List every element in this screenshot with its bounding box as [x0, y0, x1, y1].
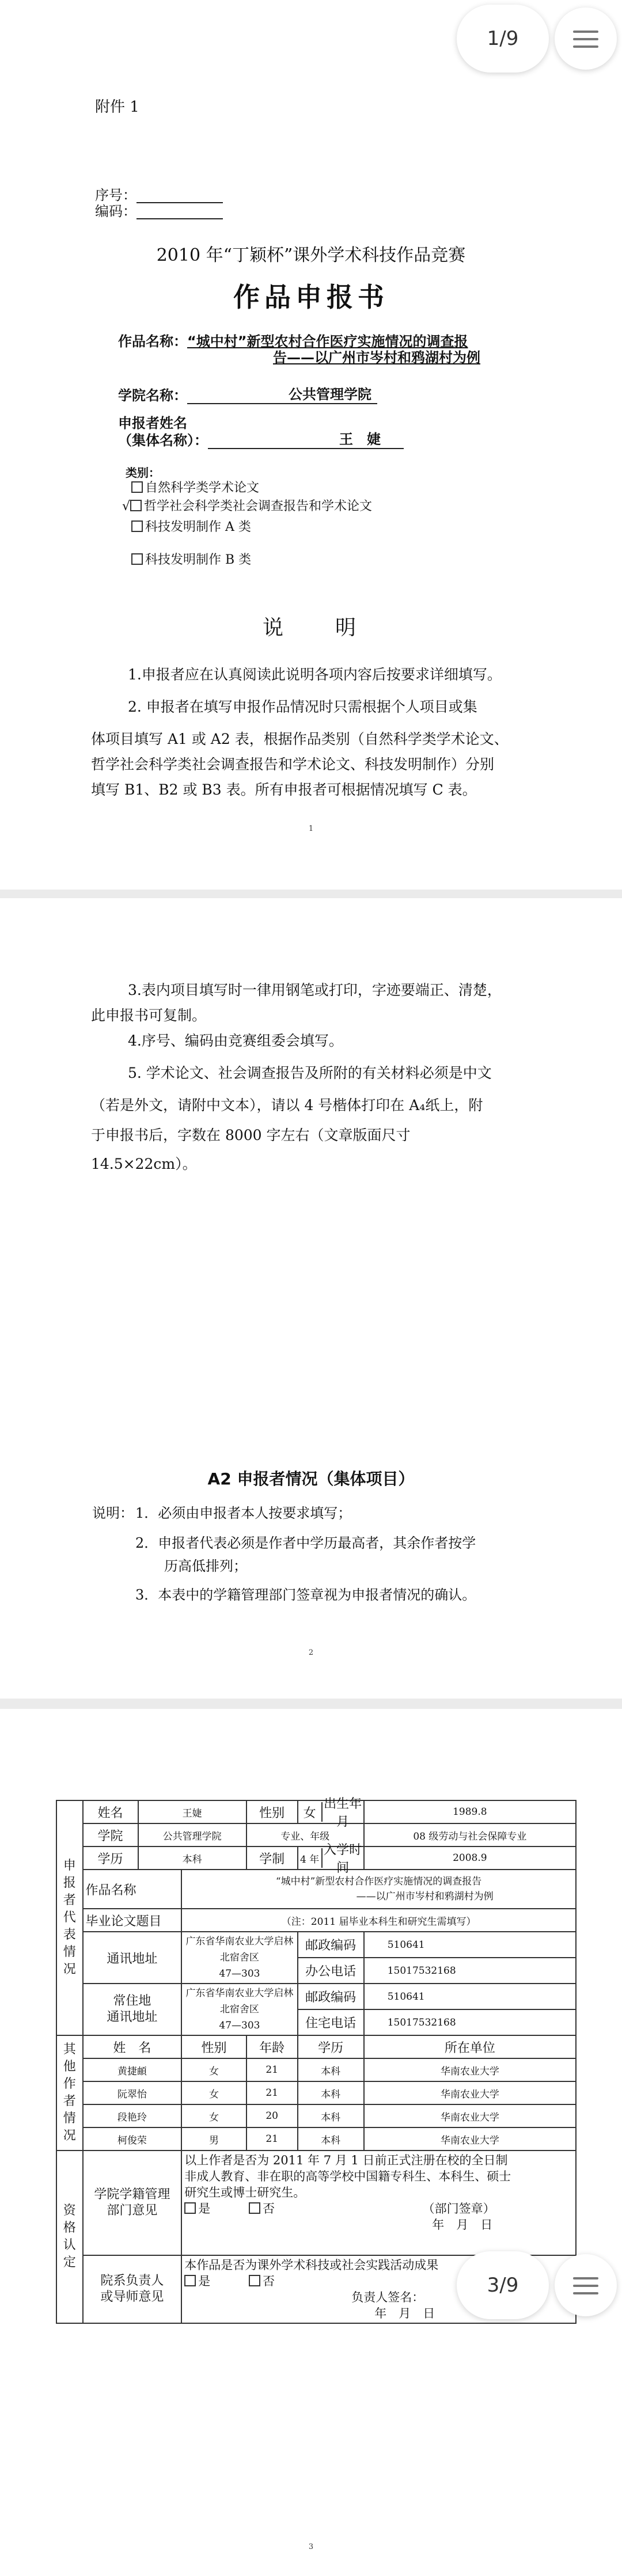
page-number: 3	[308, 2543, 314, 2551]
category-label: 类别：	[126, 466, 160, 480]
advisor-label: 院系负责人 或导师意见	[83, 2255, 182, 2323]
advisor-opinion: 本作品是否为课外学术科技或社会实践活动成果 是 否 负责人签名： 年 月 日	[181, 2255, 576, 2323]
enroll-label: 入学时间	[324, 1843, 362, 1875]
post2-label: 邮政编码	[298, 1984, 364, 2009]
residence-phone-label: 住宅电话	[298, 2009, 364, 2035]
gender-value: 女	[298, 1802, 323, 1822]
instruction-1: 1.申报者应在认真阅读此说明各项内容后按要求详细填写。	[128, 666, 502, 683]
applicant-field: （集体名称）： 王 婕	[118, 431, 404, 449]
category-option-4[interactable]: 科技发明制作 B 类	[131, 550, 251, 568]
col-gender: 性别	[181, 2035, 246, 2058]
checkbox-icon[interactable]	[130, 500, 142, 511]
note-2-line2: 历高低排列；	[164, 1558, 247, 1574]
side-label-qualification: 资格认定	[56, 2151, 83, 2323]
col-name: 姓 名	[83, 2035, 182, 2058]
instruction-5-line2: （若是外文，请附中文本），请以 4 号楷体打印在 A₄纸上，附	[91, 1097, 483, 1114]
work-value: “城中村”新型农村合作医疗实施情况的调查报告 ——以广州市岑村和鸦湖村为例	[181, 1870, 576, 1909]
instructions-title: 说 明	[262, 616, 359, 640]
serial-field: 序号：	[95, 187, 223, 203]
instruction-2-line2: 体项目填写 A1 或 A2 表，根据作品类别（自然科学类学术论文、	[91, 731, 509, 747]
major-value: 08 级劳动与社会保障专业	[364, 1823, 576, 1846]
gender-cell	[298, 1797, 364, 1829]
note-1: 1．必须由申报者本人按要求填写；	[135, 1505, 352, 1521]
birth-value: 1989.8	[364, 1800, 576, 1823]
college-label: 学院	[83, 1823, 138, 1846]
instruction-3-line1: 3.表内项目填写时一律用钢笔或打印，字迹要端正、清楚，	[128, 982, 502, 998]
page-indicator-badge[interactable]: 3/9	[457, 2251, 549, 2319]
home-address-value: 广东省华南农业大学启林北宿舍区 47—303	[181, 1984, 297, 2035]
study-cell	[298, 1843, 364, 1875]
note-2-line1: 2．申报者代表必须是作者中学历最高者，其余作者按学	[135, 1535, 476, 1551]
thesis-label: 毕业论文题目	[83, 1909, 182, 1932]
col-degree: 学历	[298, 2035, 364, 2058]
address-value: 广东省华南农业大学启林北宿舍区 47—303	[181, 1932, 297, 1984]
checkmark-icon: √	[122, 499, 131, 514]
a2-table-title: A2 申报者情况（集体项目）	[207, 1469, 415, 1488]
table-row: 黄捷頔 女 21 本科 华南农业大学	[56, 2058, 576, 2081]
code-field: 编码：	[95, 203, 223, 219]
document-page-2	[0, 898, 622, 1699]
major-label: 专业、年级	[246, 1823, 364, 1846]
birth-label: 出生年月	[324, 1797, 362, 1829]
study-label: 学制	[246, 1846, 298, 1870]
enroll-value: 2008.9	[364, 1846, 576, 1870]
work-label: 作品名称	[83, 1870, 182, 1909]
col-unit: 所在单位	[364, 2035, 576, 2058]
residence-phone-value: 15017532168	[364, 2009, 576, 2035]
competition-title: 2010 年“丁颖杯”课外学术科技作品竞赛	[156, 245, 466, 265]
instruction-5-line1: 5. 学术论文、社会调查报告及所附的有关材料必须是中文	[128, 1065, 492, 1081]
instruction-2-line3: 哲学社会科学类社会调查报告和学术论文、科技发明制作）分别	[91, 756, 495, 773]
post2-value: 510641	[364, 1984, 576, 2009]
registry-label: 学院学籍管理 部门意见	[83, 2151, 182, 2255]
instruction-3-line2: 此申报书可复制。	[91, 1007, 207, 1024]
applicant-label: 申报者姓名	[118, 415, 187, 431]
menu-icon[interactable]	[555, 7, 617, 70]
note-3: 3．本表中的学籍管理部门签章视为申报者情况的确认。	[135, 1587, 476, 1603]
college-field: 学院名称： 公共管理学院	[118, 383, 377, 404]
name-value: 王婕	[138, 1800, 246, 1823]
post-label: 邮政编码	[298, 1932, 364, 1958]
checkbox-icon[interactable]	[131, 481, 143, 493]
instruction-4: 4.序号、编码由竞赛组委会填写。	[128, 1032, 343, 1049]
side-label-representative: 申报者代表情况	[56, 1800, 83, 2035]
name-label: 姓名	[83, 1800, 138, 1823]
gender-label: 性别	[246, 1800, 298, 1823]
page-number: 1	[308, 825, 314, 833]
table-row: 段艳玲 女 20 本科 华南农业大学	[56, 2104, 576, 2127]
table-row: 柯俊荣 男 21 本科 华南农业大学	[56, 2127, 576, 2151]
document-page-3	[0, 1709, 622, 2576]
document-page-1	[0, 0, 622, 890]
seal-label: （部门签章）	[422, 2202, 495, 2216]
work-name-line2: 告——以广州市岑村和鸦湖村为例	[273, 349, 480, 366]
page-indicator-badge[interactable]: 1/9	[457, 5, 549, 73]
work-name-field: 作品名称：“城中村”新型农村合作医疗实施情况的调查报	[118, 333, 468, 349]
no-checkbox[interactable]	[249, 2202, 260, 2214]
degree-label: 学历	[83, 1846, 138, 1870]
office-label: 办公电话	[298, 1958, 364, 1984]
checkbox-icon[interactable]	[131, 553, 143, 565]
instruction-5-line3: 于申报书后，字数在 8000 字左右（文章版面尺寸	[91, 1127, 411, 1143]
note-label: 说明：	[92, 1505, 134, 1521]
category-option-3[interactable]: 科技发明制作 A 类	[131, 517, 251, 535]
category-option-1[interactable]: 自然科学类学术论文	[131, 478, 259, 496]
office-value: 15017532168	[364, 1958, 576, 1984]
doc-title: 作品申报书	[233, 282, 389, 313]
degree-value: 本科	[138, 1846, 246, 1870]
col-age: 年龄	[246, 2035, 298, 2058]
no-checkbox[interactable]	[249, 2275, 260, 2286]
page-number: 2	[308, 1648, 314, 1657]
table-row: 阮翠怡 女 21 本科 华南农业大学	[56, 2081, 576, 2104]
attachment-label: 附件 1	[95, 98, 139, 116]
study-value: 4 年	[298, 1848, 323, 1868]
applicant-table	[56, 1797, 577, 2324]
checkbox-icon[interactable]	[131, 520, 143, 532]
address-label: 通讯地址	[83, 1932, 182, 1984]
advisor-sign: 负责人签名：	[351, 2290, 424, 2304]
yes-checkbox[interactable]	[184, 2202, 196, 2214]
registry-date: 年 月 日	[432, 2218, 493, 2232]
instruction-2-line4: 填写 B1、B2 或 B3 表。所有申报者可根据情况填写 C 表。	[91, 781, 477, 798]
instruction-2-line1: 2. 申报者在填写申报作品情况时只需根据个人项目或集	[128, 698, 477, 715]
college-value: 公共管理学院	[138, 1823, 246, 1846]
registry-opinion: 以上作者是否为 2011 年 7 月 1 日前正式注册在校的全日制 非成人教育、非在职的高等学校中国籍专科生、本科生、硕士 研究生或博士研究生。 是 否 （部门签章） 年 月 日	[181, 2151, 576, 2255]
side-label-other-authors: 其他作者情况	[56, 2035, 83, 2151]
home-address-label: 常住地 通讯地址	[83, 1984, 182, 2035]
yes-checkbox[interactable]	[184, 2275, 196, 2286]
thesis-value: （注：2011 届毕业本科生和研究生需填写）	[181, 1909, 576, 1932]
post-value: 510641	[364, 1932, 576, 1958]
menu-icon[interactable]	[555, 2254, 617, 2316]
instruction-5-line4: 14.5×22cm）。	[91, 1156, 197, 1172]
advisor-date: 年 月 日	[374, 2307, 435, 2320]
category-option-2[interactable]: √ 哲学社会科学类社会调查报告和学术论文	[122, 499, 373, 514]
